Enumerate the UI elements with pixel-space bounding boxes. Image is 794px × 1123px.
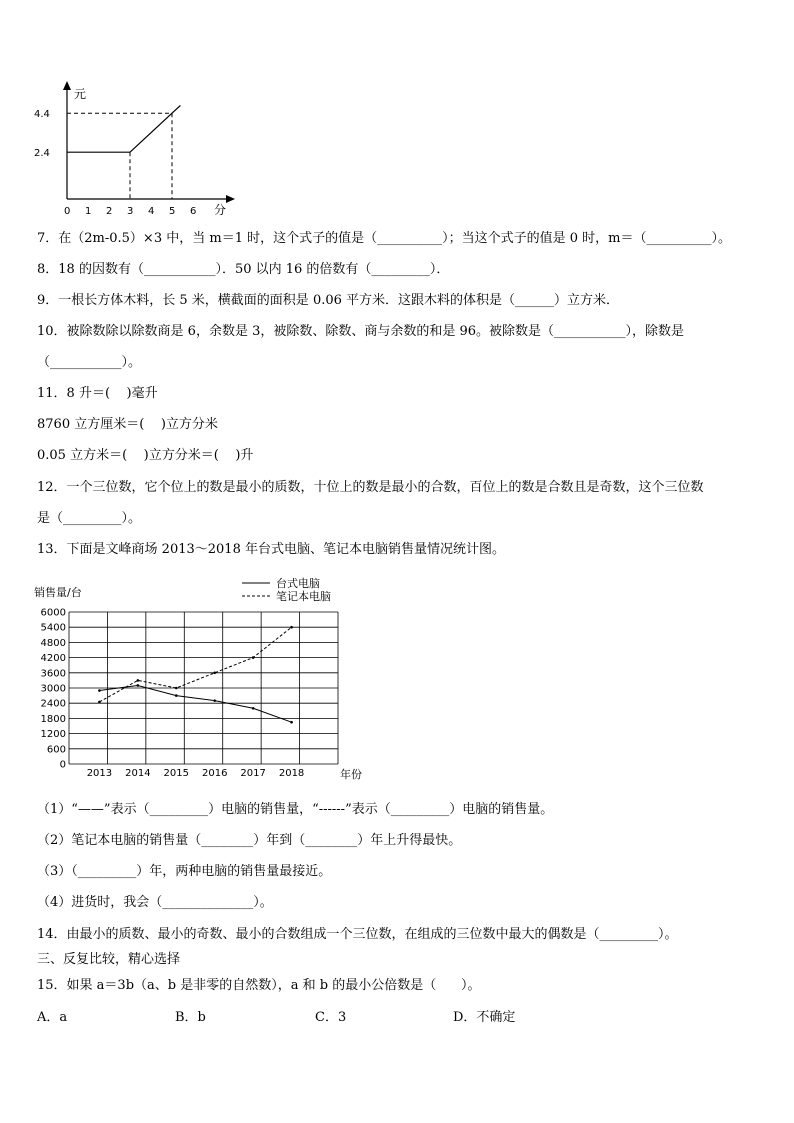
desktop-point — [98, 689, 101, 692]
x-axis-arrow — [226, 195, 235, 203]
y-tick-label: 1800 — [40, 713, 66, 725]
y-axis-arrow — [63, 81, 71, 90]
y-tick-label: 600 — [46, 744, 66, 756]
section-3-heading: 三、反复比较，精心选择 — [37, 952, 181, 967]
question-8: 8．18 的因数有（___________）．50 以内 16 的倍数有（_________）． — [37, 262, 450, 277]
x-tick-label: 2018 — [278, 768, 305, 779]
question-15: 15．如果 a＝3b（a、b 是非零的自然数），a 和 b 的最小公倍数是（ ）。 — [37, 978, 481, 993]
x-axis-label: 年份 — [340, 768, 362, 781]
option-a: A．a — [37, 1010, 68, 1025]
laptop-point — [252, 656, 255, 659]
x-tick-label: 2017 — [240, 768, 266, 779]
desktop-point — [175, 694, 178, 697]
y-tick-label: 3000 — [40, 683, 66, 695]
question-10: 10．被除数除以除数商是 6，余数是 3，被除数、除数、商与余数的和是 96。被除数是（___________），除数是 — [37, 324, 685, 339]
x-tick-label: 2013 — [86, 768, 113, 779]
y-tick-label: 1200 — [40, 729, 66, 741]
x-tick-label: 5 — [169, 206, 176, 217]
question-14: 14．由最小的质数、最小的奇数、最小的合数组成一个三位数，在组成的三位数中最大的偶数是（_________）。 — [37, 927, 678, 942]
laptop-point — [290, 626, 293, 629]
y-tick-label: 4.4 — [34, 109, 50, 121]
option-d: D．不确定 — [453, 1010, 516, 1025]
question-13-1: （1）“——”表示（_________）电脑的销售量，“------”表示（_________）电脑的销售量。 — [37, 802, 554, 817]
question-13-3: （3）（_________）年，两种电脑的销售量最接近。 — [37, 864, 332, 879]
y-tick-label: 0 — [59, 759, 66, 771]
question-9: 9．一根长方体木料，长 5 米，横截面的面积是 0.06 平方米．这跟木料的体积是（______）立方米． — [37, 293, 620, 308]
laptop-line — [99, 627, 291, 702]
desktop-point — [290, 721, 293, 724]
legend-label: 笔记本电脑 — [276, 590, 331, 603]
fare-line — [67, 105, 180, 152]
y-tick-label: 4200 — [40, 653, 66, 665]
question-13-4: （4）进货时，我会（______________）。 — [37, 895, 273, 910]
desktop-point — [137, 684, 140, 687]
question-13-2: （2）笔记本电脑的销售量（________）年到（________）年上升得最快。 — [37, 833, 462, 848]
laptop-point — [213, 672, 216, 675]
legend-label: 台式电脑 — [276, 577, 320, 590]
fare-chart-axes — [34, 81, 235, 217]
y-axis-label: 销售量/台 — [34, 586, 82, 599]
laptop-point — [98, 701, 101, 704]
y-tick-label: 3600 — [40, 668, 66, 680]
y-tick-label: 2400 — [40, 698, 66, 710]
question-10-cont: （___________）。 — [37, 355, 142, 370]
x-tick-label: 2014 — [125, 768, 151, 779]
x-tick-label: 1 — [85, 206, 92, 217]
y-tick-label: 6000 — [40, 607, 66, 619]
x-tick-label: 4 — [148, 206, 155, 217]
desktop-point — [213, 699, 216, 702]
fare-chart — [30, 78, 250, 220]
desktop-line — [99, 685, 291, 722]
question-7: 7．在（2m-0.5）×3 中，当 m＝1 时，这个式子的值是（__________）；当这个式子的值是 0 时，m＝（__________）。 — [37, 231, 731, 246]
laptop-point — [137, 679, 140, 682]
question-13: 13．下面是文峰商场 2013～2018 年台式电脑、笔记本电脑销售量情况统计图。 — [37, 542, 505, 557]
option-c: C．3 — [315, 1010, 347, 1025]
sales-chart — [30, 570, 370, 785]
desktop-point — [252, 707, 255, 710]
x-tick-label: 2016 — [201, 768, 228, 779]
x-tick-label: 6 — [190, 206, 197, 217]
y-tick-label: 2.4 — [34, 148, 50, 160]
x-tick-label: 3 — [127, 206, 134, 217]
sales-chart-plot — [98, 626, 293, 724]
y-tick-label: 4800 — [40, 637, 66, 649]
question-12-cont: 是（_________）。 — [37, 511, 142, 526]
question-11-a: 11．8 升＝( )毫升 — [37, 386, 158, 401]
x-axis-label: 分 — [214, 203, 227, 217]
y-axis-label: 元 — [74, 87, 87, 101]
question-12: 12．一个三位数，它个位上的数是最小的质数，十位上的数是最小的合数，百位上的数是合数且是奇数，这个三位数 — [37, 480, 704, 495]
question-11-c: 0.05 立方米＝( )立方分米＝( )升 — [37, 448, 254, 463]
fare-chart-plot — [67, 105, 180, 199]
sales-chart-grid — [34, 585, 362, 781]
sales-chart-legend — [242, 576, 331, 603]
option-b: B．b — [175, 1010, 206, 1025]
question-11-b: 8760 立方厘米＝( )立方分米 — [37, 417, 218, 432]
x-tick-label: 2015 — [163, 768, 190, 779]
x-tick-label: 2 — [106, 206, 113, 217]
laptop-point — [175, 687, 178, 690]
x-tick-label: 0 — [64, 206, 71, 217]
y-tick-label: 5400 — [40, 622, 66, 634]
